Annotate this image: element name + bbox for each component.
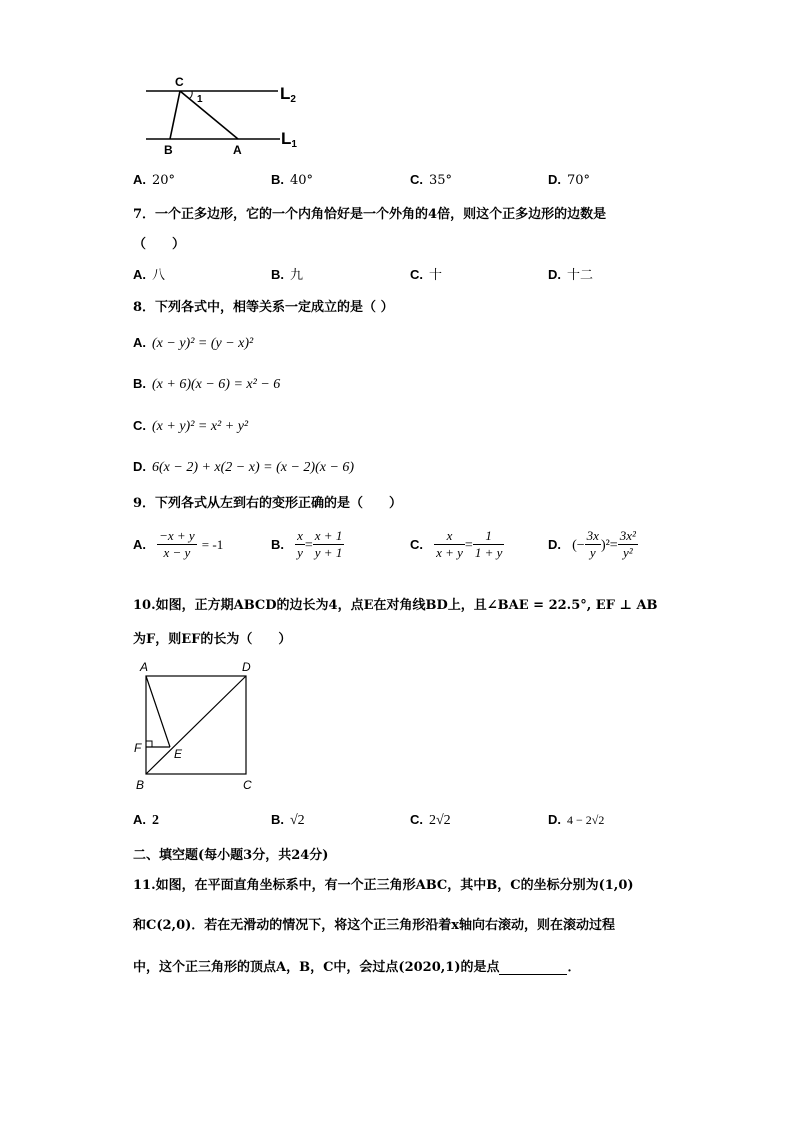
label-e: E: [174, 747, 183, 761]
label-f: F: [134, 741, 142, 755]
label-c: C: [243, 778, 252, 792]
fraction: $\frac{3x}{y}$: [586, 528, 599, 560]
segment-ca: [180, 91, 238, 139]
q10-stem-line1: 10.如图，正方期ABCD的边长为4，点E在对角线BD上，且∠BAE = 22.5°, EF ⊥ AB: [133, 598, 658, 613]
q7-option-b[interactable]: B. 九: [271, 267, 304, 283]
q9-option-d[interactable]: D. (− $\frac{3x}{y}$ )²= $\frac{\text{3x²}}{\text{y²}}$: [548, 528, 636, 560]
segment-cb: [170, 91, 180, 139]
label-l2: L2: [280, 84, 296, 105]
q6-option-d[interactable]: D. 70°: [548, 172, 591, 188]
label-b: B: [164, 143, 173, 157]
q11-line2: 和C(2,0)．若在无滑动的情况下，将这个正三角形沿着x轴向右滚动，则在滚动过程: [133, 918, 616, 933]
q9-option-a[interactable]: A. $\frac{-x + y}{x - y}$ = -1: [133, 528, 224, 560]
q9-option-b[interactable]: B. $\frac{x}{y}$ = $\frac{x + 1}{y + 1}$: [271, 528, 343, 560]
label-l1: L1: [281, 129, 297, 150]
q8-option-c[interactable]: C. (x + y)² = x² + y²: [133, 418, 249, 434]
fraction: $\frac{\text{3x²}}{\text{y²}}$: [619, 528, 636, 560]
q10-option-a[interactable]: A. 2: [133, 812, 159, 828]
q9-option-c[interactable]: C. $\frac{x}{x + y}$ = $\frac{1}{1 + y}$: [410, 528, 503, 560]
fraction: $\frac{x}{y}$: [297, 528, 303, 560]
q8-option-d[interactable]: D. 6(x − 2) + x(2 − x) = (x − 2)(x − 6): [133, 459, 355, 475]
q6-option-b[interactable]: B. 40°: [271, 172, 314, 188]
right-angle-mark: [146, 741, 152, 747]
q10-stem-line2: 为F，则EF的长为（ ）: [133, 632, 292, 647]
label-angle-1: 1: [197, 94, 203, 105]
q11-line1: 11.如图，在平面直角坐标系中，有一个正三角形ABC，其中B，C的坐标分别为(1,0): [133, 878, 634, 893]
angle-1-arc: [189, 91, 192, 99]
label-d: D: [242, 660, 251, 674]
q8-option-b[interactable]: B. (x + 6)(x − 6) = x² − 6: [133, 376, 281, 392]
q10-option-c[interactable]: C. 2√2: [410, 812, 451, 828]
q7-option-a[interactable]: A. 八: [133, 267, 166, 283]
q11-line3: 中，这个正三角形的顶点A，B，C中，会过点(2020,1)的是点 ．: [133, 960, 581, 975]
q9-stem: 9．下列各式从左到右的变形正确的是（ ）: [133, 496, 403, 511]
label-b: B: [136, 778, 145, 792]
q7-option-d[interactable]: D. 十二: [548, 267, 594, 283]
label-c: C: [175, 75, 184, 89]
fraction: $\frac{-x + y}{x - y}$: [159, 528, 195, 560]
fraction: $\frac{x + 1}{y + 1}$: [314, 528, 343, 560]
segment-ae: [146, 676, 170, 747]
square-abcd-figure: [128, 658, 268, 796]
answer-blank[interactable]: [499, 960, 567, 975]
q8-stem: 8．下列各式中，相等关系一定成立的是（ ）: [133, 300, 394, 315]
q7-option-c[interactable]: C. 十: [410, 267, 443, 283]
q10-option-b[interactable]: B. √2: [271, 812, 305, 828]
q6-option-c[interactable]: C. 35°: [410, 172, 453, 188]
label-a: A: [140, 660, 149, 674]
q8-option-a[interactable]: A. (x − y)² = (y − x)²: [133, 335, 254, 351]
fraction: $\frac{x}{x + y}$: [436, 528, 463, 560]
section-2-title: 二、填空题(每小题3分，共24分): [133, 848, 329, 863]
q7-stem: 7．一个正多边形，它的一个内角恰好是一个外角的4倍，则这个正多边形的边数是: [133, 207, 607, 222]
fraction: $\frac{1}{1 + y}$: [474, 528, 503, 560]
diagonal-bd: [146, 676, 246, 774]
label-a: A: [233, 143, 242, 157]
q6-option-a[interactable]: A. 20°: [133, 172, 176, 188]
parallel-lines-figure: [140, 72, 310, 158]
q7-paren: （ ）: [133, 237, 186, 252]
q10-option-d[interactable]: D. 4 − 2√2: [548, 812, 605, 827]
